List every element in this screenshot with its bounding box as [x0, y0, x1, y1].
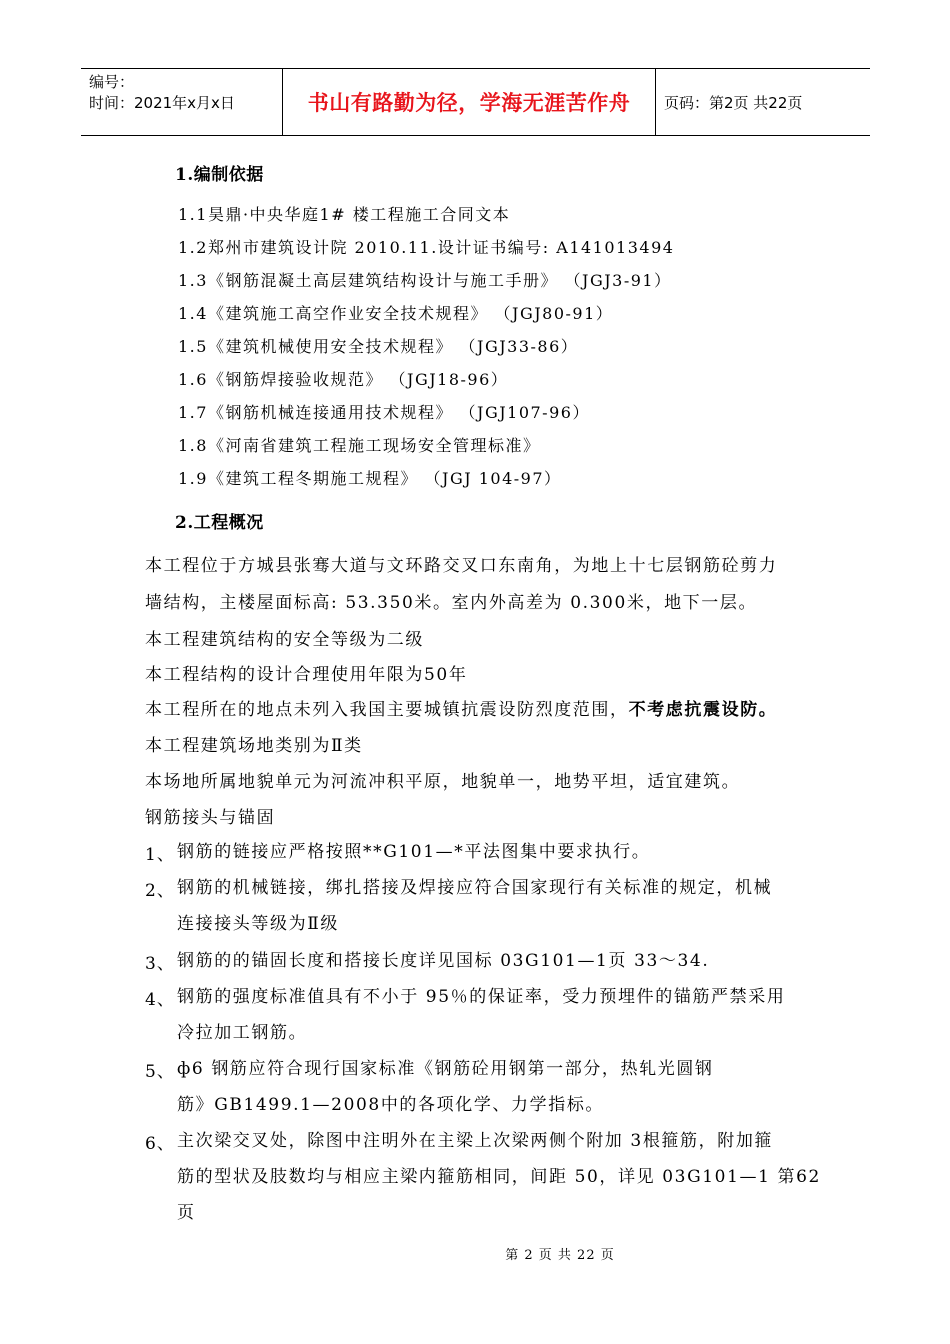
list-item-line: 钢筋的机械链接，绑扎搭接及焊接应符合国家现行有关标准的规定，机械 [177, 878, 773, 898]
landform-text: 本场地所属地貌单元为河流冲积平原，地貌单一，地势平坦，适宜建筑。 [145, 772, 741, 792]
list-item-text [177, 870, 810, 942]
list-item [145, 1051, 810, 1123]
overview-paragraph-line: 墙结构，主楼屋面标高: 53.350米。室内外高差为 0.300米，地下一层。 [145, 593, 758, 613]
reference-item: 1.8《河南省建筑工程施工现场安全管理标准》 [178, 436, 541, 455]
reference-item: 1.1昊鼎·中央华庭1# 楼工程施工合同文本 [178, 205, 511, 224]
list-item-line: 钢筋的强度标准值具有不小于 95％的保证率，受力预埋件的锚筋严禁采用 [177, 987, 786, 1007]
list-item-number: 6、 [145, 1134, 175, 1154]
list-item-text [177, 943, 810, 979]
list-item-number: 5、 [145, 1062, 175, 1082]
list-item [145, 943, 810, 979]
reference-item: 1.4《建筑施工高空作业安全技术规程》 （JGJ80-91） [178, 304, 614, 323]
header-page-number: 页码：第2页 共22页 [664, 93, 803, 112]
section-2-title: 2.工程概况 [175, 513, 264, 533]
list-item [145, 979, 810, 1051]
header-motto-cell [283, 69, 656, 135]
seismic-text-bold: 不考虑抗震设防。 [628, 700, 778, 720]
header-page-info [656, 69, 870, 135]
overview-paragraph-line: 本工程位于方城县张骞大道与文环路交叉口东南角，为地上十七层钢筋砼剪力 [145, 556, 778, 576]
list-item-line: 页 [177, 1203, 196, 1223]
document-time-label: 时间：2021年x月x日 [89, 94, 235, 112]
list-item [145, 1123, 821, 1231]
list-item-number: 2、 [145, 881, 175, 901]
header-motto: 书山有路勤为径，学海无涯苦作舟 [307, 91, 631, 115]
seismic-text [145, 695, 810, 720]
section-1-title: 1.编制依据 [175, 165, 264, 185]
reference-item: 1.7《钢筋机械连接通用技术规程》 （JGJ107-96） [178, 403, 590, 422]
list-item-line: 钢筋的链接应严格按照**G101—*平法图集中要求执行。 [177, 842, 651, 862]
page-footer [0, 1244, 950, 1263]
list-item [145, 834, 810, 870]
list-item-number: 4、 [145, 990, 175, 1010]
reference-item: 1.5《建筑机械使用安全技术规程》 （JGJ33-86） [178, 337, 579, 356]
reference-item: 1.2郑州市建筑设计院 2010.11.设计证书编号: A141013494 [178, 238, 675, 257]
list-item-text [177, 979, 810, 1051]
footer-page-number: 第 2 页 共 22 页 [505, 1248, 615, 1263]
rebar-joint-heading: 钢筋接头与锚固 [145, 808, 276, 828]
list-item-line: 冷拉加工钢筋。 [177, 1023, 308, 1043]
page-header [81, 68, 870, 136]
list-item-line: 钢筋的的锚固长度和搭接长度详见国标 03G101—1页 33～34. [177, 951, 710, 971]
service-life-text: 本工程结构的设计合理使用年限为50年 [145, 665, 468, 685]
list-item-text [177, 1123, 821, 1231]
safety-grade-text: 本工程建筑结构的安全等级为二级 [145, 630, 424, 650]
list-item-line: 筋》GB1499.1—2008中的各项化学、力学指标。 [177, 1095, 605, 1115]
list-item-text [177, 834, 810, 870]
list-item-text [177, 1051, 810, 1123]
list-item-line: ф6 钢筋应符合现行国家标准《钢筋砼用钢第一部分，热轧光圆钢 [177, 1059, 714, 1079]
site-category-text: 本工程建筑场地类别为Ⅱ类 [145, 736, 363, 756]
list-item-line: 筋的型状及肢数均与相应主梁内箍筋相同，间距 50，详见 03G101—1 第62 [177, 1167, 821, 1187]
list-item-line: 主次梁交叉处，除图中注明外在主梁上次梁两侧个附加 3根箍筋，附加箍 [177, 1131, 774, 1151]
document-number-label: 编号： [89, 73, 135, 91]
reference-item: 1.9《建筑工程冬期施工规程》 （JGJ 104-97） [178, 469, 562, 488]
list-item-line: 连接接头等级为Ⅱ级 [177, 914, 339, 934]
seismic-text-normal: 本工程所在的地点未列入我国主要城镇抗震设防烈度范围， [145, 700, 629, 720]
list-item [145, 870, 810, 942]
list-item-number: 3、 [145, 954, 175, 974]
reference-item: 1.3《钢筋混凝土高层建筑结构设计与施工手册》 （JGJ3-91） [178, 271, 672, 290]
reference-item: 1.6《钢筋焊接验收规范》 （JGJ18-96） [178, 370, 509, 389]
header-meta [81, 69, 283, 135]
list-item-number: 1、 [145, 845, 175, 865]
